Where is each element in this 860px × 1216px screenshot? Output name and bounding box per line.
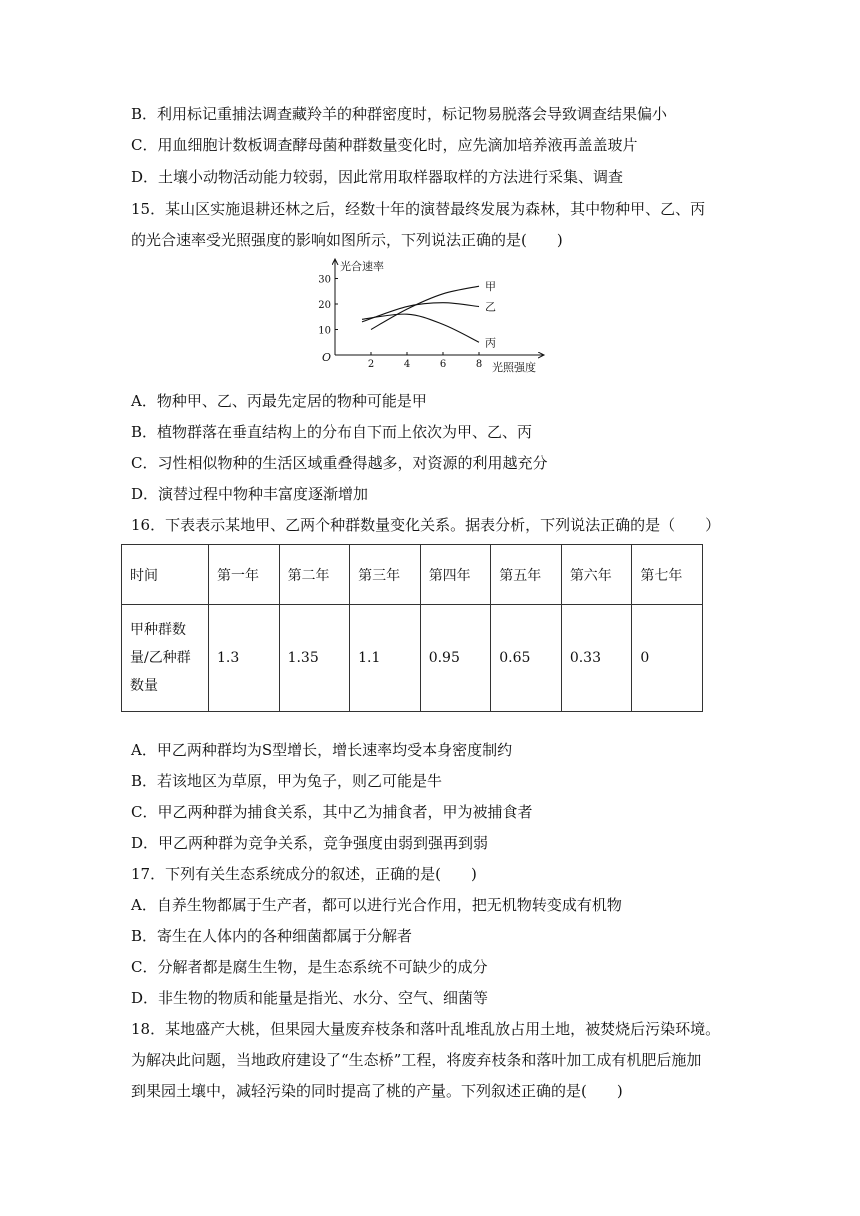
series-label: 甲 — [485, 280, 496, 294]
q15-option-b: B．植物群落在垂直结构上的分布自下而上依次为甲、乙、丙 — [131, 423, 533, 441]
table-header-cell: 第三年 — [350, 545, 421, 605]
q17-option-b: B．寄生在人体内的各种细菌都属于分解者 — [131, 927, 413, 945]
table-header-row — [122, 545, 703, 605]
q17-option-a: A．自养生物都属于生产者，都可以进行光合作用，把无机物转变成有机物 — [131, 896, 622, 914]
photosynthesis-chart — [300, 255, 560, 377]
table-cell: 0.95 — [420, 605, 491, 712]
table-cell: 1.1 — [350, 605, 421, 712]
q14-option-c: C．用血细胞计数板调查酵母菌种群数量变化时，应先滴加培养液再盖盖玻片 — [131, 136, 638, 154]
y-tick-label: 10 — [318, 325, 331, 337]
x-tick-label: 2 — [367, 359, 375, 370]
q18-stem-line1: 18．某地盛产大桃，但果园大量废弃枝条和落叶乱堆乱放占用土地，被焚烧后污染环境。 — [131, 1020, 721, 1038]
y-axis-label: 光合速率 — [340, 260, 384, 273]
table-header-cell: 时间 — [122, 545, 209, 605]
x-axis-label: 光照强度 — [492, 361, 536, 374]
q14-option-d: D．土壤小动物活动能力较弱，因此常用取样器取样的方法进行采集、调查 — [131, 168, 624, 186]
table-row-label — [122, 605, 209, 712]
table-cell: 0.33 — [561, 605, 632, 712]
table-cell: 0.65 — [491, 605, 562, 712]
series-line-丙 — [362, 314, 479, 342]
table-header-cell: 第四年 — [420, 545, 491, 605]
q15-option-a: A．物种甲、乙、丙最先定居的物种可能是甲 — [131, 392, 427, 410]
table-header-cell: 第六年 — [561, 545, 632, 605]
table-header-cell: 第二年 — [279, 545, 350, 605]
q16-option-c: C．甲乙两种群为捕食关系，其中乙为捕食者，甲为被捕食者 — [131, 803, 533, 821]
population-table — [121, 544, 703, 712]
series-label: 丙 — [485, 336, 496, 350]
table-cell: 0 — [632, 605, 703, 712]
table-header-cell: 第一年 — [209, 545, 280, 605]
q15-option-d: D．演替过程中物种丰富度逐渐增加 — [131, 485, 369, 503]
q14-option-b: B．利用标记重捕法调查藏羚羊的种群密度时，标记物易脱落会导致调查结果偏小 — [131, 105, 668, 123]
q16-option-a: A．甲乙两种群均为S型增长，增长速率均受本身密度制约 — [131, 741, 513, 759]
q17-option-c: C．分解者都是腐生生物，是生态系统不可缺少的成分 — [131, 958, 488, 976]
q18-stem-line3: 到果园土壤中，减轻污染的同时提高了桃的产量。下列叙述正确的是( ) — [131, 1082, 623, 1100]
q18-stem-line2: 为解决此问题，当地政府建设了“生态桥”工程，将废弃枝条和落叶加工成有机肥后施加 — [131, 1051, 702, 1069]
x-tick-label: 8 — [475, 359, 483, 370]
q15-option-c: C．习性相似物种的生活区域重叠得越多，对资源的利用越充分 — [131, 454, 548, 472]
q16-option-d: D．甲乙两种群为竞争关系，竞争强度由弱到强再到弱 — [131, 834, 489, 852]
table-row — [122, 605, 703, 712]
x-tick-label: 6 — [439, 359, 447, 370]
table-cell: 1.35 — [279, 605, 350, 712]
x-tick-label: 4 — [403, 359, 411, 370]
series-line-甲 — [371, 286, 479, 329]
row-label-line: 量/乙种群 — [130, 650, 191, 667]
origin-label: O — [322, 351, 332, 364]
table-header-cell: 第五年 — [491, 545, 562, 605]
table-header-cell: 第七年 — [632, 545, 703, 605]
y-tick-label: 20 — [318, 300, 331, 311]
q17-stem: 17．下列有关生态系统成分的叙述，正确的是( ) — [131, 865, 477, 883]
q15-stem-line1: 15．某山区实施退耕还林之后，经数十年的演替最终发展为森林，其中物种甲、乙、丙 — [131, 200, 706, 218]
row-label-line: 甲种群数 — [130, 622, 186, 639]
table-cell: 1.3 — [209, 605, 280, 712]
series-label: 乙 — [485, 300, 496, 314]
q15-stem-line2: 的光合速率受光照强度的影响如图所示，下列说法正确的是( ) — [131, 231, 563, 249]
q16-stem: 16．下表表示某地甲、乙两个种群数量变化关系。据表分析，下列说法正确的是（ ） — [131, 516, 721, 534]
y-tick-label: 30 — [318, 274, 331, 286]
q17-option-d: D．非生物的物质和能量是指光、水分、空气、细菌等 — [131, 989, 489, 1007]
q16-option-b: B．若该地区为草原，甲为兔子，则乙可能是牛 — [131, 772, 443, 790]
row-label-line: 数量 — [130, 678, 158, 695]
series-line-乙 — [362, 303, 479, 322]
